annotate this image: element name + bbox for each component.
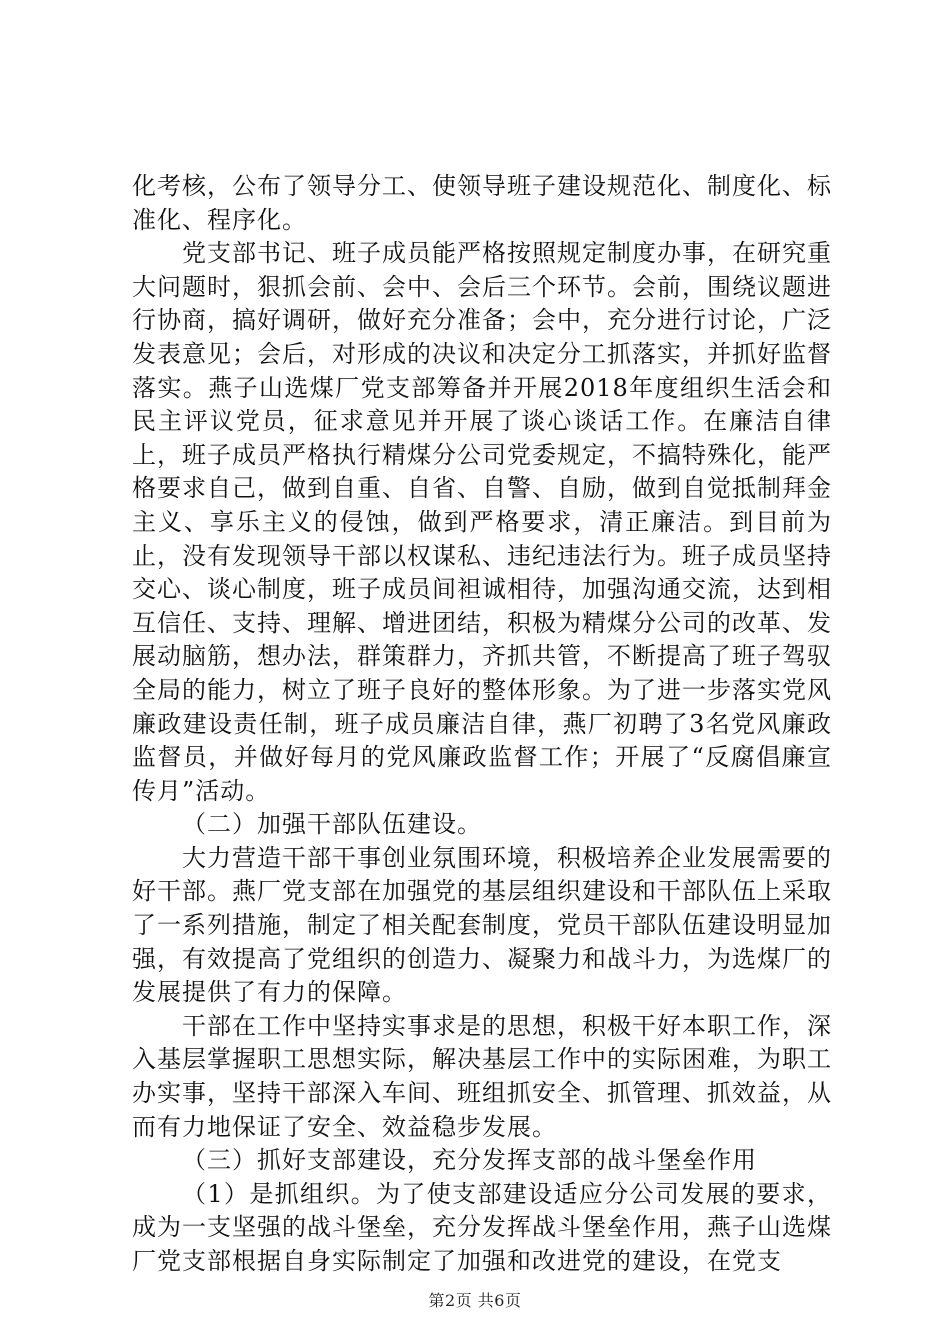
paragraph-leadership-discipline: 党支部书记、班子成员能严格按照规定制度办事，在研究重大问题时，狠抓会前、会中、会后三个环节。会前，围绕议题进行协商，搞好调研，做好充分准备；会中，充分进行讨论，广泛发表意见；会后，对形成的决议和决定分工抓落实，并抓好监督落实。燕子山选煤厂党支部筹备并开展2018年度组织生活会和民主评议党员，征求意见并开展了谈心谈话工作。在廉洁自律上，班子成员严格执行精煤分公司党委规定，不搞特殊化，能严格要求自己，做到自重、自省、自警、自励，做到自觉抵制拜金主义、享乐主义的侵蚀，做到严格要求，清正廉洁。到目前为止，没有发现领导干部以权谋私、违纪违法行为。班子成员坚持交心、谈心制度，班子成员间袒诚相待，加强沟通交流，达到相互信任、支持、理解、增进团结，积极为精煤分公司的改革、发展动脑筋，想办法，群策群力，齐抓共管，不断提高了班子驾驭全局的能力，树立了班子良好的整体形象。为了进一步落实党风廉政建设责任制，班子成员廉洁自律，燕厂初聘了3名党风廉政监督员，并做好每月的党风廉政监督工作；开展了“反腐倡廉宣传月”活动。 (132, 239, 832, 805)
section-heading-branch-building: （三）抓好支部建设，充分发挥支部的战斗堡垒作用 (182, 1146, 757, 1175)
section-heading-cadre-team: （二）加强干部队伍建设。 (182, 810, 482, 839)
paragraph-cadre-work: 干部在工作中坚持实事求是的思想，积极干好本职工作，深入基层掌握职工思想实际，解决基层工作中的实际困难，为职工办实事，坚持干部深入车间、班组抓安全、抓管理、抓效益，从而有力地保证了安全、效益稳步发展。 (132, 1011, 832, 1141)
document-body (132, 170, 832, 1279)
paragraph-continuation: 化考核，公布了领导分工、使领导班子建设规范化、制度化、标准化、程序化。 (132, 172, 832, 234)
page-footer: 第2页 共6页 (428, 1291, 522, 1310)
paragraph-cadre-environment: 大力营造干部干事创业氛围环境，积极培养企业发展需要的好干部。燕厂党支部在加强党的基层组织建设和干部队伍上采取了一系列措施，制定了相关配套制度，党员干部队伍建设明显加强，有效提高了党组织的创造力、凝聚力和战斗力，为选煤厂的发展提供了有力的保障。 (132, 843, 832, 1007)
paragraph-organization: （1）是抓组织。为了使支部建设适应分公司发展的要求，成为一支坚强的战斗堡垒，充分发挥战斗堡垒作用，燕子山选煤厂党支部根据自身实际制定了加强和改进党的建设，在党支 (132, 1179, 832, 1275)
